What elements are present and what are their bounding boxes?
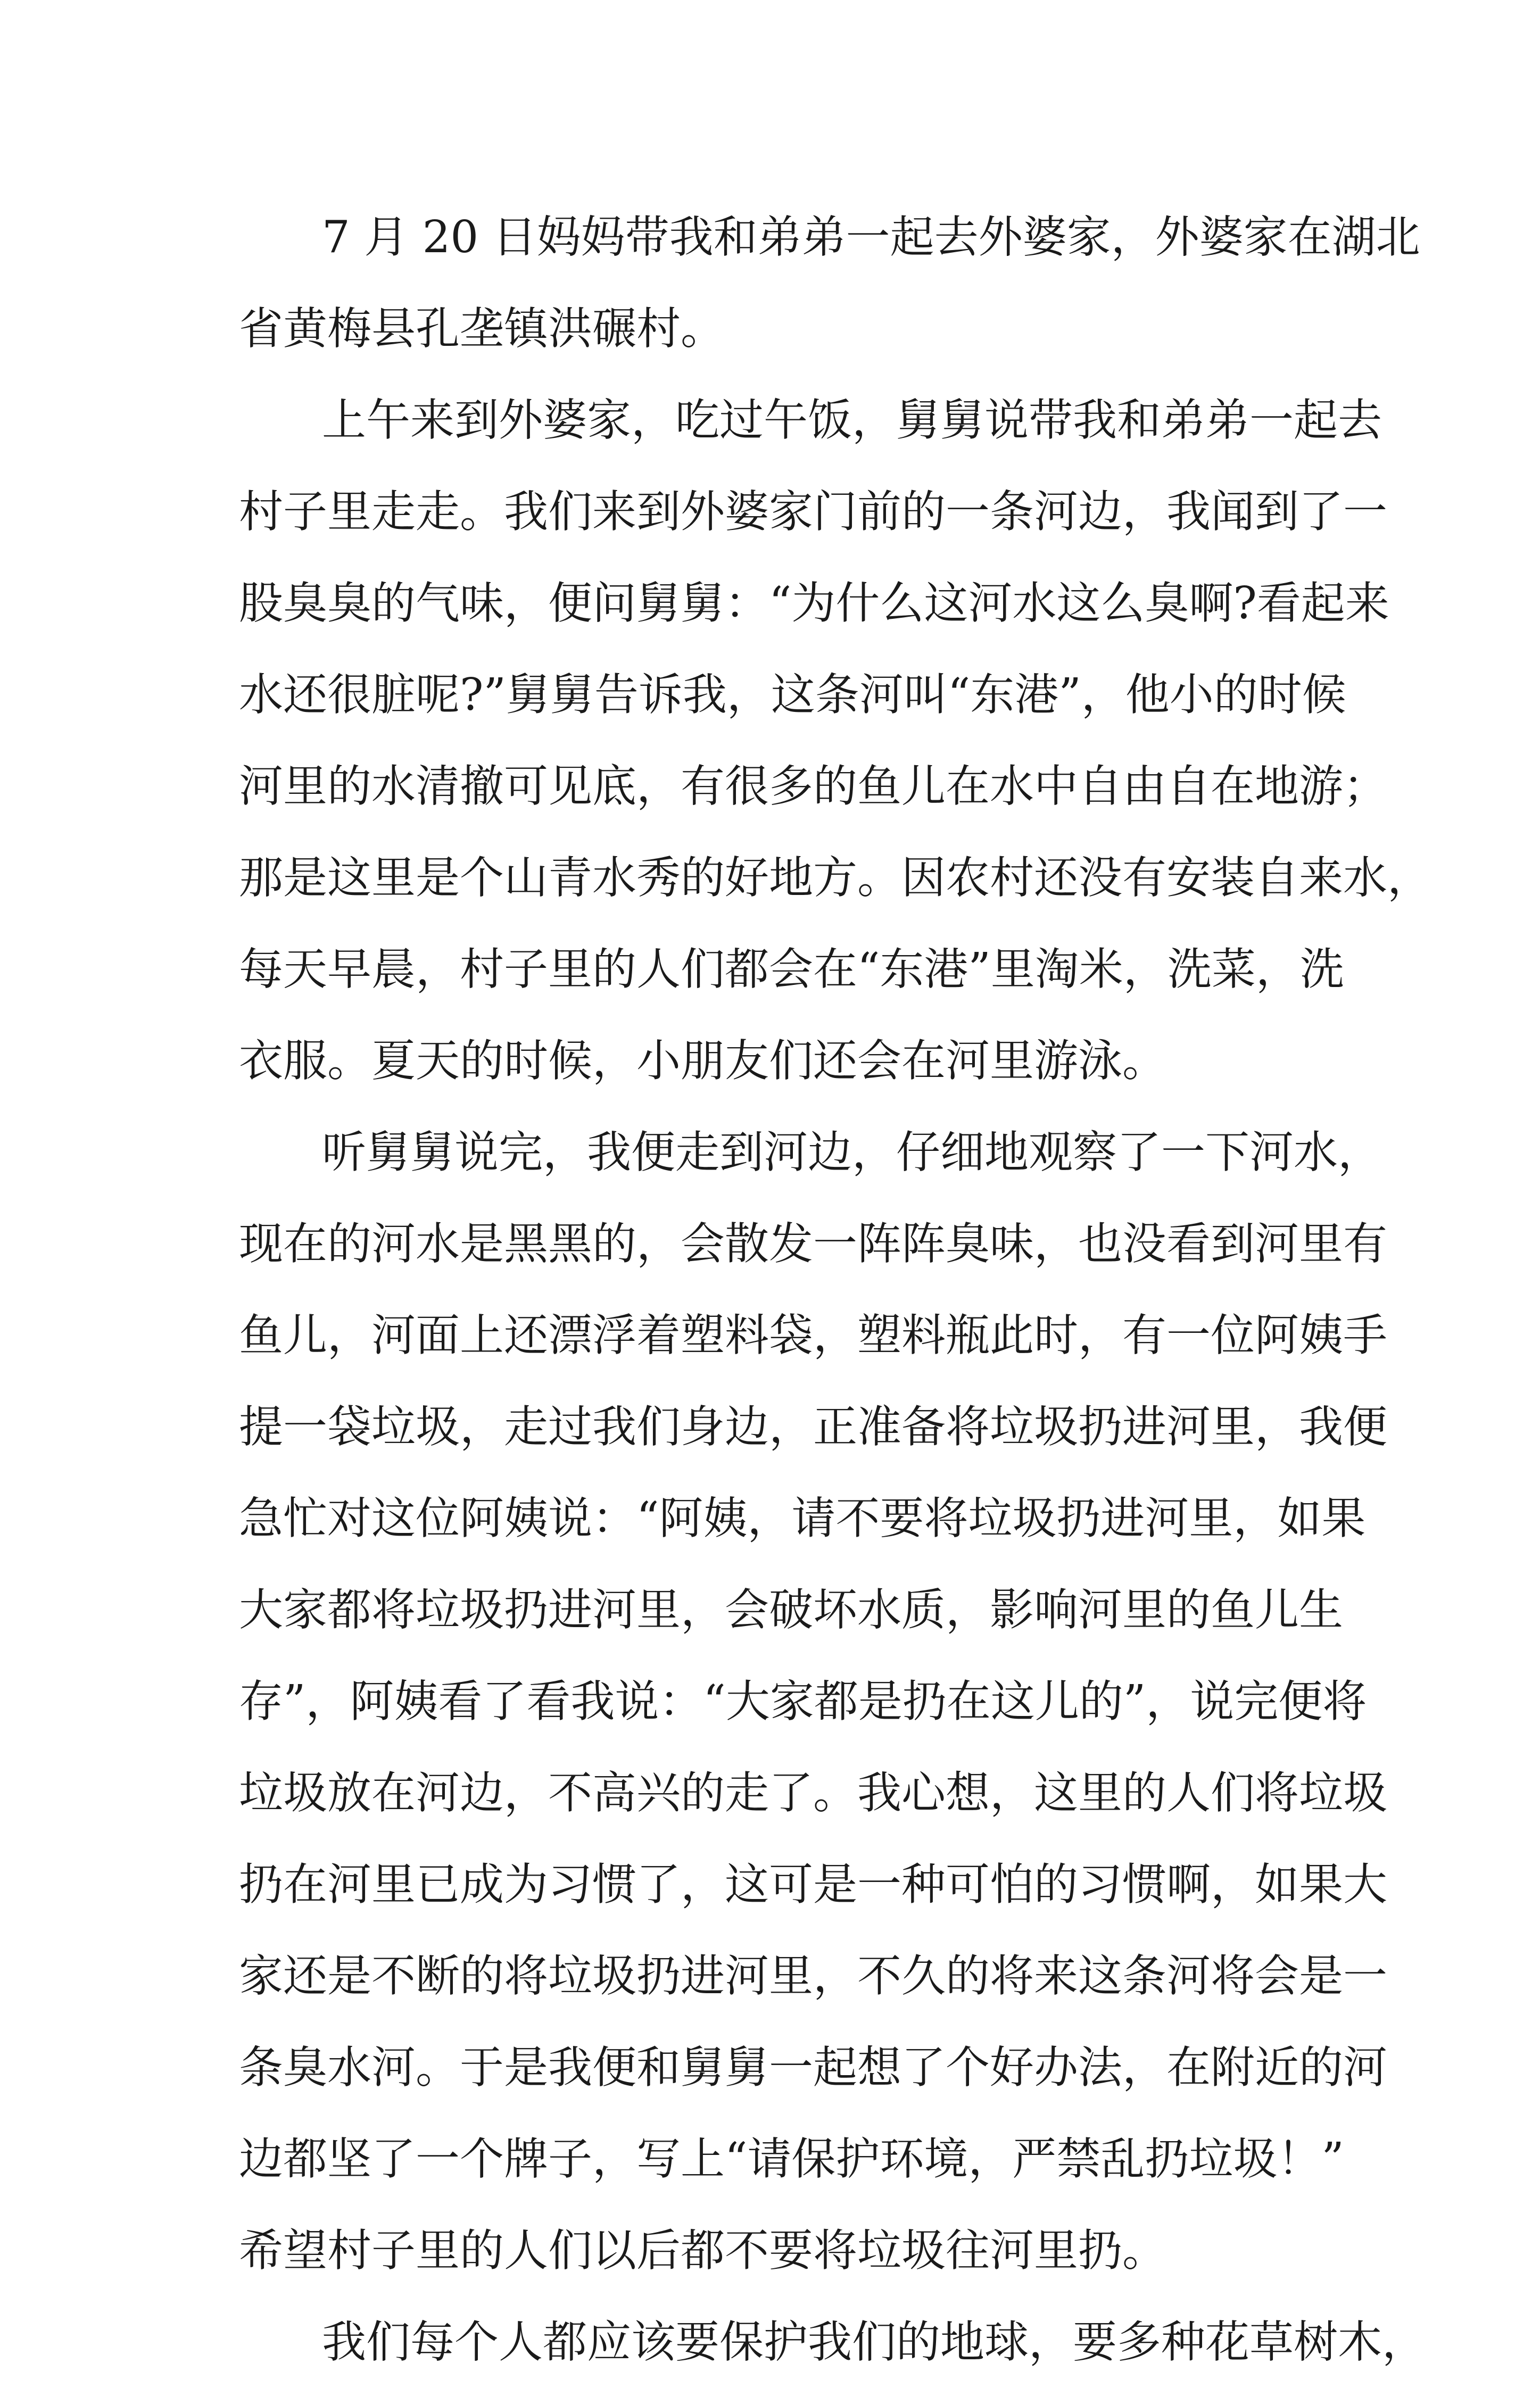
- text-line: 衣服。夏天的时候，小朋友们还会在河里游泳。: [239, 1035, 1166, 1087]
- text-line: 水还很脏呢?”舅舅告诉我，这条河叫“东港”，他小的时候: [239, 669, 1346, 720]
- text-line: 存”，阿姨看了看我说：“大家都是扔在这儿的”，说完便将: [239, 1676, 1367, 1727]
- text-line: 现在的河水是黑黑的，会散发一阵阵臭味，也没看到河里有: [239, 1218, 1387, 1270]
- essay-body: [239, 192, 1431, 2388]
- text-line: 条臭水河。于是我便和舅舅一起想了个好办法，在附近的河: [239, 2042, 1387, 2093]
- text-line: 村子里走走。我们来到外婆家门前的一条河边，我闻到了一: [239, 486, 1387, 537]
- text-line: 边都坚了一个牌子，写上“请保护环境，严禁乱扔垃圾！”: [239, 2133, 1344, 2185]
- text-line: 每天早晨，村子里的人们都会在“东港”里淘米，洗菜，洗: [239, 943, 1344, 995]
- text-line: 省黄梅县孔垄镇洪碾村。: [239, 303, 725, 354]
- text-line: 希望村子里的人们以后都不要将垃圾往河里扔。: [239, 2225, 1166, 2276]
- paragraph-first-line: 7 月 20 日妈妈带我和弟弟一起去外婆家，外婆家在湖北: [322, 211, 1420, 263]
- text-line: 急忙对这位阿姨说：“阿姨，请不要将垃圾扔进河里，如果: [239, 1492, 1366, 1544]
- text-line: 鱼儿，河面上还漂浮着塑料袋，塑料瓶此时，有一位阿姨手: [239, 1309, 1387, 1361]
- text-line: 提一袋垃圾，走过我们身边，正准备将垃圾扔进河里，我便: [239, 1401, 1387, 1453]
- text-line: 垃圾放在河边，不高兴的走了。我心想，这里的人们将垃圾: [239, 1767, 1387, 1819]
- text-line: 家还是不断的将垃圾扔进河里，不久的将来这条河将会是一: [239, 1950, 1387, 2002]
- text-line: 股臭臭的气味，便问舅舅：“为什么这河水这么臭啊?看起来: [239, 577, 1389, 629]
- paragraph-first-line: 我们每个人都应该要保护我们的地球，要多种花草树木，: [322, 2316, 1426, 2368]
- text-line: 那是这里是个山青水秀的好地方。因农村还没有安装自来水，: [239, 852, 1431, 903]
- text-line: 大家都将垃圾扔进河里，会破坏水质，影响河里的鱼儿生: [239, 1584, 1343, 1636]
- text-line: 扔在河里已成为习惯了，这可是一种可怕的习惯啊，如果大: [239, 1859, 1387, 1910]
- paragraph-first-line: 上午来到外婆家，吃过午饭，舅舅说带我和弟弟一起去: [322, 394, 1382, 446]
- paragraph-first-line: 听舅舅说完，我便走到河边，仔细地观察了一下河水，: [322, 1126, 1382, 1178]
- text-line: 河里的水清撤可见底，有很多的鱼儿在水中自由自在地游；: [239, 760, 1387, 812]
